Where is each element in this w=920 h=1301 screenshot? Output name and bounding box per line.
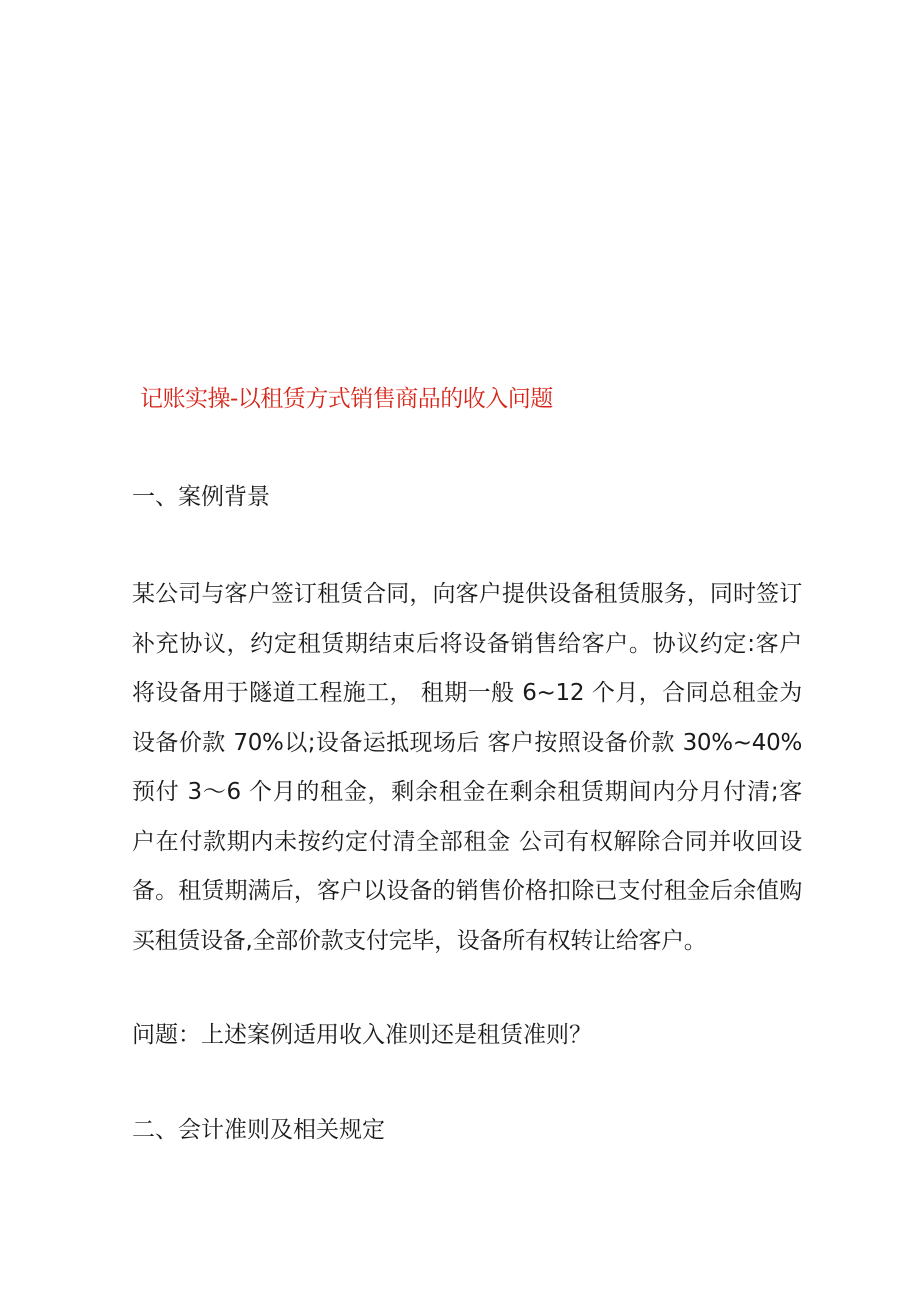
case-description-paragraph bbox=[132, 570, 802, 966]
paragraph-line: 某公司与客户签订租赁合同，向客户提供设备租赁服务，同时签订 bbox=[132, 581, 802, 607]
document-title: 记账实操-以租赁方式销售商品的收入问题 bbox=[140, 386, 553, 412]
question-text: 问题：上述案例适用收入准则还是租赁准则？ bbox=[132, 1022, 592, 1048]
section-heading-case-background: 一、案例背景 bbox=[132, 484, 270, 510]
paragraph-line: 备。租赁期满后，客户以设备的销售价格扣除已支付租金后余值购 bbox=[132, 878, 802, 904]
paragraph-line: 买租赁设备,全部价款支付完毕，设备所有权转让给客户。 bbox=[132, 927, 707, 954]
paragraph-line: 预付 3～6 个月的租金，剩余租金在剩余租赁期间内分月付清;客 bbox=[132, 779, 802, 805]
paragraph-line: 设备价款 70%以;设备运抵现场后 客户按照设备价款 30%~40% bbox=[132, 729, 802, 756]
paragraph-line: 户在付款期内未按约定付清全部租金 公司有权解除合同并收回设 bbox=[132, 828, 802, 855]
section-heading-accounting-standards: 二、会计准则及相关规定 bbox=[132, 1117, 385, 1143]
paragraph-line: 将设备用于隧道工程施工， 租期一般 6~12 个月，合同总租金为 bbox=[132, 680, 802, 706]
paragraph-line: 补充协议，约定租赁期结束后将设备销售给客户。协议约定:客户 bbox=[132, 630, 802, 657]
